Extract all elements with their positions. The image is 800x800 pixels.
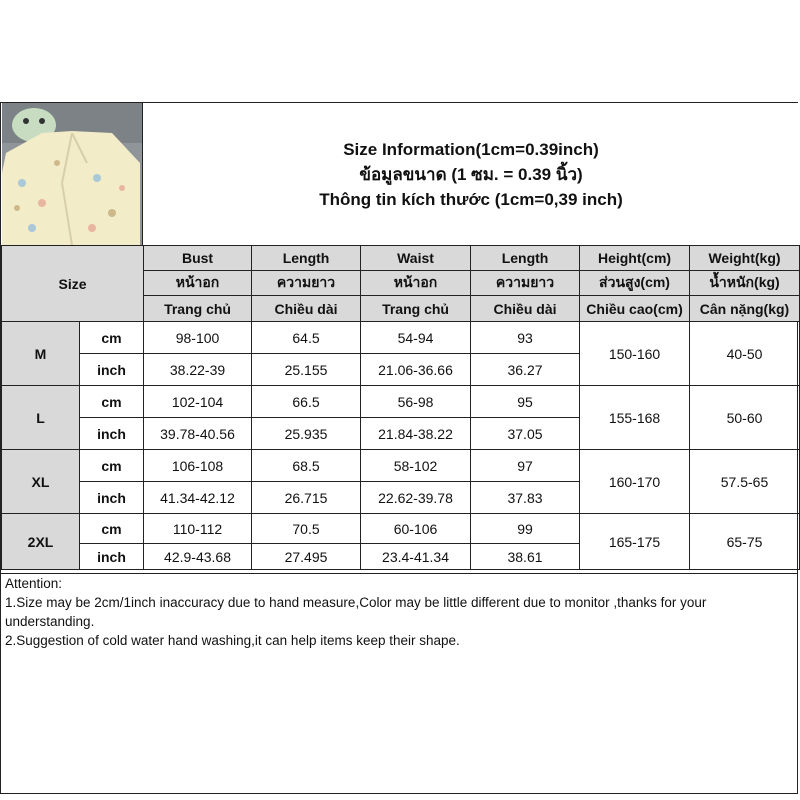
col-header-waist-vi: Trang chủ (361, 296, 471, 322)
weight-value: 57.5-65 (690, 450, 800, 514)
waist-value: 60-106 (361, 514, 471, 544)
unit-label: inch (80, 418, 144, 450)
height-value: 165-175 (580, 514, 690, 570)
notes-line-2: 2.Suggestion of cold water hand washing,it can help items keep their shape. (5, 633, 460, 648)
height-value: 155-168 (580, 386, 690, 450)
col-header-waist-thai: หน้าอก (361, 271, 471, 296)
col-header-height-vi: Chiều cao(cm) (580, 296, 690, 322)
bust-value: 42.9-43.68 (144, 544, 252, 570)
col-header-height-thai: ส่วนสูง(cm) (580, 271, 690, 296)
length-value: 26.715 (252, 482, 361, 514)
col-header-length2-thai: ความยาว (471, 271, 580, 296)
waist-value: 58-102 (361, 450, 471, 482)
length2-value: 37.83 (471, 482, 580, 514)
title-thai: ข้อมูลขนาด (1 ซม. = 0.39 นิ้ว) (359, 164, 583, 184)
length2-value: 93 (471, 322, 580, 354)
col-header-length2-vi: Chiều dài (471, 296, 580, 322)
size-table (1, 245, 800, 570)
bust-value: 39.78-40.56 (144, 418, 252, 450)
col-header-length2: Length (471, 246, 580, 271)
length2-value: 97 (471, 450, 580, 482)
unit-label: cm (80, 450, 144, 482)
col-header-length-thai: ความยาว (252, 271, 361, 296)
size-name: 2XL (2, 514, 80, 570)
length2-value: 95 (471, 386, 580, 418)
waist-value: 21.84-38.22 (361, 418, 471, 450)
waist-value: 56-98 (361, 386, 471, 418)
length2-value: 36.27 (471, 354, 580, 386)
col-header-bust: Bust (144, 246, 252, 271)
col-header-bust-thai: หน้าอก (144, 271, 252, 296)
notes-heading: Attention: (5, 576, 63, 591)
size-name: XL (2, 450, 80, 514)
unit-label: cm (80, 514, 144, 544)
product-photo (2, 103, 142, 245)
size-name: L (2, 386, 80, 450)
product-photo-image (2, 103, 142, 245)
table-row (2, 386, 800, 418)
title-area (142, 103, 799, 245)
chart-header (1, 103, 799, 245)
bust-value: 102-104 (144, 386, 252, 418)
bust-value: 106-108 (144, 450, 252, 482)
waist-value: 21.06-36.66 (361, 354, 471, 386)
col-header-weight-thai: น้ำหนัก(kg) (690, 271, 800, 296)
unit-label: cm (80, 322, 144, 354)
col-header-bust-vi: Trang chủ (144, 296, 252, 322)
bust-value: 41.34-42.12 (144, 482, 252, 514)
table-row (2, 450, 800, 482)
header-row-english (2, 246, 800, 271)
unit-label: inch (80, 482, 144, 514)
waist-value: 54-94 (361, 322, 471, 354)
length2-value: 38.61 (471, 544, 580, 570)
height-value: 150-160 (580, 322, 690, 386)
weight-value: 65-75 (690, 514, 800, 570)
length-value: 25.935 (252, 418, 361, 450)
col-header-height: Height(cm) (580, 246, 690, 271)
unit-label: inch (80, 354, 144, 386)
size-name: M (2, 322, 80, 386)
length-value: 68.5 (252, 450, 361, 482)
title-vietnamese: Thông tin kích thước (1cm=0,39 inch) (319, 189, 623, 209)
height-value: 160-170 (580, 450, 690, 514)
waist-value: 23.4-41.34 (361, 544, 471, 570)
col-header-weight-vi: Cân nặng(kg) (690, 296, 800, 322)
col-header-length-vi: Chiều dài (252, 296, 361, 322)
bust-value: 98-100 (144, 322, 252, 354)
size-chart (0, 102, 798, 794)
col-header-waist: Waist (361, 246, 471, 271)
unit-label: cm (80, 386, 144, 418)
bust-value: 110-112 (144, 514, 252, 544)
waist-value: 22.62-39.78 (361, 482, 471, 514)
col-header-weight: Weight(kg) (690, 246, 800, 271)
length-value: 66.5 (252, 386, 361, 418)
length2-value: 99 (471, 514, 580, 544)
weight-value: 40-50 (690, 322, 800, 386)
attention-notes (1, 573, 797, 650)
table-row (2, 514, 800, 544)
length-value: 27.495 (252, 544, 361, 570)
col-header-length: Length (252, 246, 361, 271)
title-english: Size Information(1cm=0.39inch) (343, 139, 599, 159)
size-header: Size (2, 246, 144, 322)
notes-line-1: 1.Size may be 2cm/1inch inaccuracy due to hand measure,Color may be little different due to monitor ,thanks for your understanding. (5, 595, 707, 629)
weight-value: 50-60 (690, 386, 800, 450)
length-value: 70.5 (252, 514, 361, 544)
table-row (2, 322, 800, 354)
length2-value: 37.05 (471, 418, 580, 450)
unit-label: inch (80, 544, 144, 570)
bust-value: 38.22-39 (144, 354, 252, 386)
length-value: 64.5 (252, 322, 361, 354)
length-value: 25.155 (252, 354, 361, 386)
